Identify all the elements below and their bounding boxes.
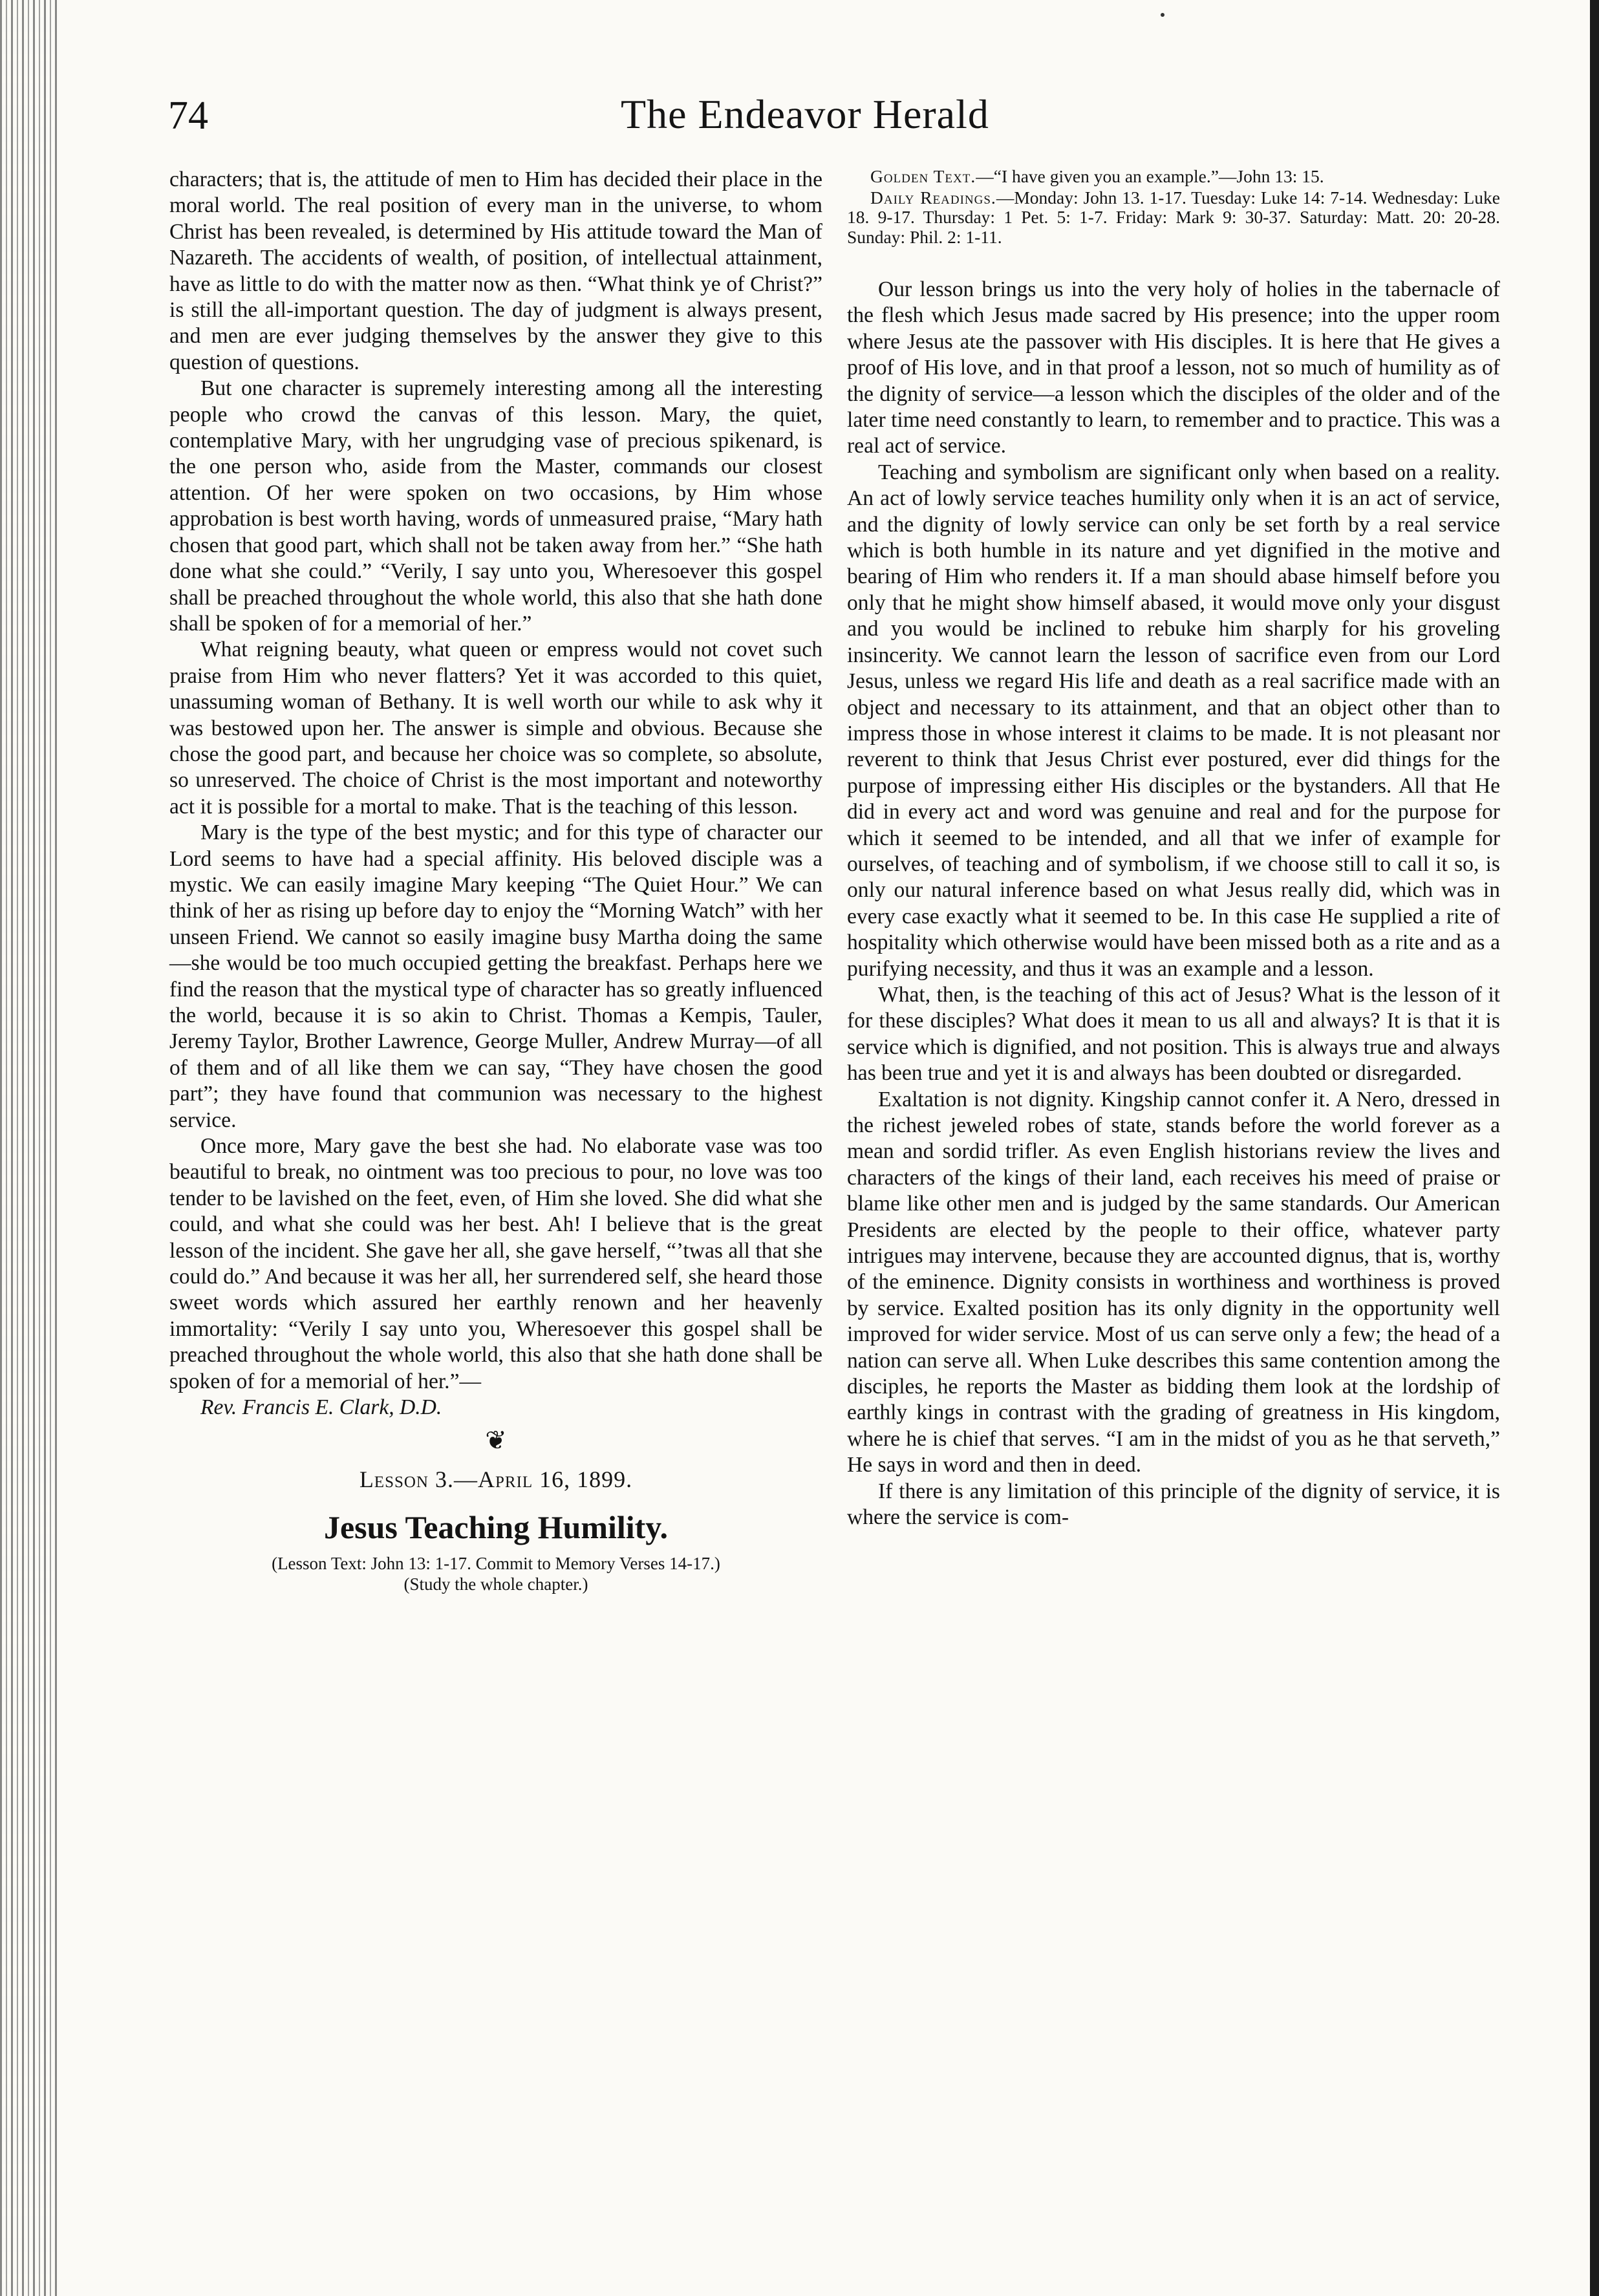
left-paragraph-5: Once more, Mary gave the best she had. No elaborate vase was too beautiful to break, no ointment was too precious to pour, no love was too tender to be lavished on the feet, even, of Him she loved. She did what she could, and what she could was her best. Ah! I believe that is the great lesson of the incident. She gave her all, she gave herself, “’twas all that she could do.” And because it was her all, her surrendered self, she heard those sweet words which assured her earthly renown and her heavenly immortality: “Verily I say unto you, Wheresoever this gospel shall be preached throughout the whole world, this also that she hath done shall be spoken of for a memorial of her.”— <box>169 1134 822 1393</box>
golden-text <box>847 167 1500 187</box>
left-paragraph-2: But one character is supremely interesting among all the interesting people who crowd the canvas of this lesson. Mary, the quiet, contemplative Mary, with her ungrudging vase of precious spikenard, is the one person who, aside from the Master, commands our closest attention. Of her were spoken on two occasions, by Him whose approbation is best worth having, words of unmeasured praise, “Mary hath chosen that good part, which shall not be taken away from her.” “She hath done what she could.” “Verily, I say unto you, Wheresoever this gospel shall be preached throughout the whole world, this also that she hath done shall be spoken of for a memorial of her.” <box>169 376 822 636</box>
right-paragraph-1: Our lesson brings us into the very holy of holies in the tabernacle of the flesh which Jesus made sacred by His presence; into the upper room where Jesus ate the passover with His disciples. It is here that He gives a proof of His love, and in that proof a lesson, not so much of humility as of the dignity of service—a lesson which the disciples of the older and of the later time need constantly to learn, to remember and to practice. This was a real act of service. <box>847 277 1500 458</box>
lesson-study-note: (Study the whole chapter.) <box>403 1574 588 1594</box>
ornament-divider: ❦ <box>485 1425 507 1455</box>
left-paragraph-4: Mary is the type of the best mystic; and for this type of character our Lord seems to have had a special affinity. His beloved disciple was a mystic. We can easily imagine Mary keeping “The Quiet Hour.” We can think of her as rising up before day to enjoy the “Morning Watch” with her unseen Friend. We cannot so easily imagine busy Martha doing the same—she would be too much occupied getting the breakfast. Perhaps here we find the reason that the mystical type of character has so greatly influenced the world, because it is so akin to Christ. Thomas a Kempis, Tauler, Jeremy Taylor, Brother Lawrence, George Muller, Andrew Murray—of all of them and of all like them we can say, “They have chosen the good part”; they have found that communion was necessary to the highest service. <box>169 821 822 1132</box>
right-paragraph-5: If there is any limitation of this principle of the dignity of service, it is where the service is com- <box>847 1479 1500 1530</box>
right-column <box>847 167 1500 1531</box>
author-signature <box>169 1395 822 1421</box>
signature-text: Rev. Francis E. Clark, D.D. <box>200 1395 442 1420</box>
lesson-references <box>847 167 1500 247</box>
right-paragraph-3: What, then, is the teaching of this act of Jesus? What is the lesson of it for these disciples? What does it mean to us all and always? It is that it is service which is dignified, and not position. This is always true and always has been true and yet it is and always has been doubted or disregarded. <box>847 982 1500 1086</box>
daily-readings-label: Daily Readings. <box>870 187 996 208</box>
right-paragraph-4: Exaltation is not dignity. Kingship cannot confer it. A Nero, dressed in the richest jeweled robes of state, stands before the world forever as a mean and sordid trifler. As even English historians review the lives and characters of the kings of their land, each receives his meed of praise or blame like other men and is judged by the same standards. Our American Presidents are elected by the people to their office, whatever party intrigues may intervene, because they are accounted dignus, that is, worthy of the eminence. Dignity consists in worthiness and worthiness is proved by service. Exalted position has its only dignity in the opportunity well improved for wider service. Most of us can serve only a few; the head of a nation can serve all. When Luke describes this same contention among the disciples, he reports the Master as bidding them look at the lordship of earthly kings in contrast with the grading of greatness in His kingdom, where he is chief that serves. “I am in the midst of you as he that serveth,” He says in word and then in deed. <box>847 1087 1500 1477</box>
left-paragraph-1: characters; that is, the attitude of men to Him has decided their place in the moral world. The real position of every man in the universe, to whom Christ has been revealed, is determined by His attitude toward the Man of Nazareth. The accidents of wealth, of position, of intellectual attainment, have as little to do with the matter now as then. “What think ye of Christ?” is still the all-important question. The day of judgment is always present, and men are ever judging themselves by the answer they give to this question of questions. <box>169 167 822 374</box>
lesson-number-date: Lesson 3.—April 16, 1899. <box>359 1466 633 1492</box>
golden-text-label: Golden Text. <box>870 166 976 186</box>
page-right-edge <box>1590 0 1599 2296</box>
print-speck <box>1161 13 1164 17</box>
right-paragraph-2: Teaching and symbolism are significant only when based on a reality. An act of lowly service teaches humility only when it is an act of service, and the dignity of lowly service can only be set forth by a real service which is both humble in its nature and yet dignified in the motive and bearing of Him who renders it. If a man should abase himself before you only that he might show himself abased, it would move only your disgust and you would be inclined to rebuke him sharply for his groveling insincerity. We cannot learn the lesson of sacrifice even from our Lord Jesus, unless we regard His life and death as a real sacrifice made with an object and necessary to its attainment, and that an object other than to impress those in whose interest it claims to be made. It is not pleasant nor reverent to think that Jesus Christ ever postured, ever did things for the purpose of impressing either His disciples or the bystanders. All that He did in every act and word was genuine and real and for the purpose for which it seemed to be intended, and all that we infer of example for ourselves, of teaching and of symbolism, if we choose still to call it so, is only our natural inference based on what Jesus really did, which was in every case exactly what it seemed to be. In this case He supplied a rite of hospitality which otherwise would have been missed both as a rite and as a purifying necessity, and thus it was an example and a lesson. <box>847 460 1500 981</box>
lesson-title: Jesus Teaching Humility. <box>323 1508 669 1545</box>
golden-text-body: —“I have given you an example.”—John 13: 15. <box>976 166 1324 186</box>
page-header <box>168 91 1532 142</box>
page-number: 74 <box>168 94 208 138</box>
lesson-text-reference: (Lesson Text: John 13: 1-17. Commit to Memory Verses 14-17.) <box>272 1553 720 1573</box>
daily-readings-body: —Monday: John 13. 1-17. Tuesday: Luke 14: 7-14. Wednesday: Luke 18. 9-17. Thursday: 1 Pet. 5: 1-7. Friday: Mark 9: 30-37. Saturday: Matt. 20: 20-28. Sunday: Phil. 2: 1-11. <box>847 187 1500 247</box>
left-paragraph-3: What reigning beauty, what queen or empress would not covet such praise from Him who never flatters? Yet it was accorded to this quiet, unassuming woman of Bethany. It is well worth our while to ask why it was bestowed upon her. The answer is simple and obvious. Because she chose the good part, and because her choice was so complete, so absolute, so unreserved. The choice of Christ is the most important and noteworthy act it is possible for a mortal to make. That is the teaching of this lesson. <box>169 638 822 819</box>
running-title: The Endeavor Herald <box>621 91 989 137</box>
left-column <box>169 167 822 1594</box>
daily-readings <box>847 188 1500 248</box>
page-binding-edge <box>0 0 57 2296</box>
